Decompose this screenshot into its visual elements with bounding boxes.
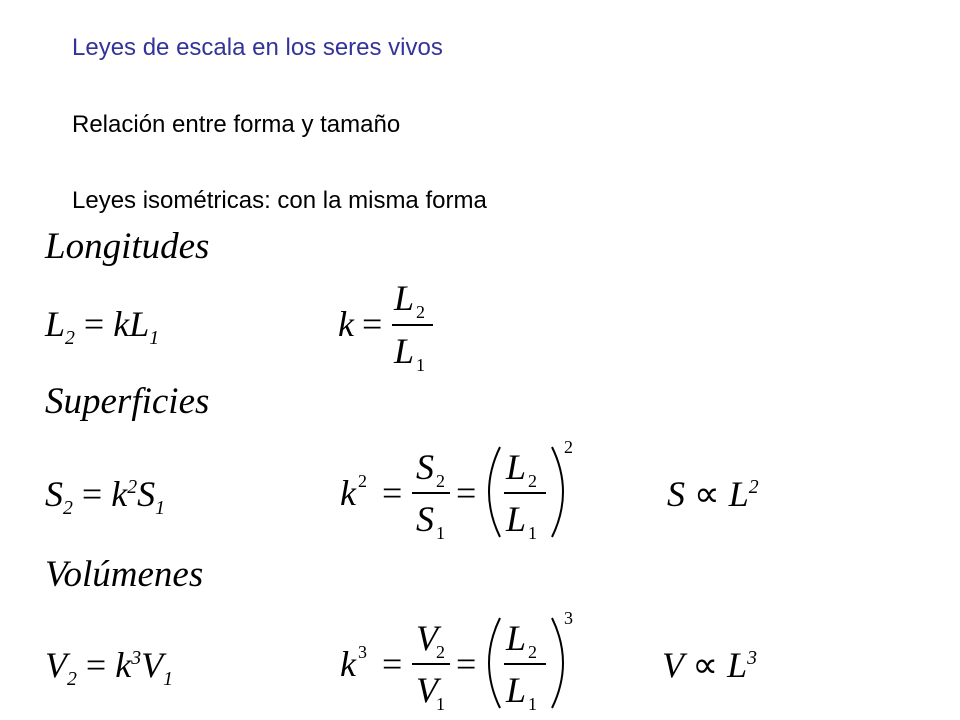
volume-scaling-equation — [45, 647, 173, 690]
section-label-surfaces: Superficies — [45, 381, 210, 422]
denominator-L: L — [394, 331, 415, 371]
k-exponent: 2 — [358, 471, 367, 491]
inner-denominator-L: L — [506, 499, 527, 539]
numerator-sub: 2 — [436, 642, 445, 662]
inner-numerator-sub: 2 — [528, 642, 537, 662]
sub-1: 1 — [155, 497, 165, 520]
var-V: V — [662, 645, 684, 685]
var-k: k — [338, 304, 354, 344]
equals-sign: = — [456, 473, 477, 513]
section-label-lengths: Longitudes — [45, 226, 210, 267]
proportional-symbol: ∝ — [694, 474, 720, 514]
surface-ratio-equation — [330, 435, 600, 545]
surface-scaling-equation — [45, 476, 165, 519]
equals-sign: = — [362, 304, 383, 344]
var-V2: V — [45, 645, 67, 685]
equals-sign: = — [382, 473, 403, 513]
sub-2: 2 — [65, 327, 75, 350]
numerator-V: V — [416, 618, 438, 658]
length-scaling-equation — [45, 306, 159, 349]
numerator-sub: 2 — [416, 302, 425, 322]
denominator-sub: 1 — [436, 523, 445, 543]
var-L: L — [728, 474, 749, 514]
equals-sign: = — [81, 474, 103, 514]
volume-proportionality — [662, 647, 757, 683]
var-L: L — [727, 645, 748, 685]
inner-numerator-L: L — [506, 447, 527, 487]
numerator-S: S — [416, 447, 434, 487]
left-paren — [489, 618, 500, 708]
denominator-sub: 1 — [436, 694, 445, 714]
sub-1: 1 — [163, 668, 173, 691]
inner-numerator-L: L — [506, 618, 527, 658]
denominator-sub: 1 — [416, 355, 425, 375]
slide-subtitle: Relación entre forma y tamaño — [72, 111, 401, 138]
right-paren — [552, 447, 563, 537]
power-exponent: 3 — [564, 608, 573, 628]
proportional-symbol: ∝ — [692, 645, 719, 685]
sub-2: 2 — [63, 497, 73, 520]
var-k: k — [115, 645, 132, 685]
volume-ratio-equation — [330, 606, 600, 716]
numerator-L: L — [394, 278, 415, 318]
right-paren — [552, 618, 563, 708]
slide-title: Leyes de escala en los seres vivos — [72, 34, 443, 61]
sub-1: 1 — [149, 327, 160, 350]
sup-2: 2 — [127, 476, 138, 498]
left-paren — [489, 447, 500, 537]
var-k: k — [340, 644, 356, 684]
var-kL1: kL — [113, 304, 150, 344]
var-L2: L — [45, 304, 66, 344]
var-S: S — [667, 474, 685, 514]
denominator-V: V — [416, 670, 438, 710]
inner-denominator-sub: 1 — [528, 523, 537, 543]
equals-sign: = — [83, 304, 105, 344]
k-exponent: 3 — [358, 642, 367, 662]
sup-3: 3 — [131, 647, 142, 669]
inner-denominator-L: L — [506, 670, 527, 710]
surface-proportionality — [667, 476, 759, 512]
var-k: k — [111, 474, 128, 514]
sub-2: 2 — [67, 668, 77, 691]
inner-denominator-sub: 1 — [528, 694, 537, 714]
var-S1: S — [137, 474, 156, 514]
isometric-laws-heading: Leyes isométricas: con la misma forma — [72, 187, 487, 214]
denominator-S: S — [416, 499, 434, 539]
var-V1: V — [141, 645, 164, 685]
equals-sign: = — [85, 645, 107, 685]
numerator-sub: 2 — [436, 471, 445, 491]
section-label-volumes: Volúmenes — [45, 554, 204, 595]
var-k: k — [340, 473, 356, 513]
exponent: 3 — [747, 647, 757, 669]
var-S2: S — [45, 474, 63, 514]
inner-numerator-sub: 2 — [528, 471, 537, 491]
exponent: 2 — [748, 476, 759, 498]
power-exponent: 2 — [564, 437, 573, 457]
equals-sign: = — [456, 644, 477, 684]
length-ratio-equation — [330, 276, 450, 376]
equals-sign: = — [382, 644, 403, 684]
